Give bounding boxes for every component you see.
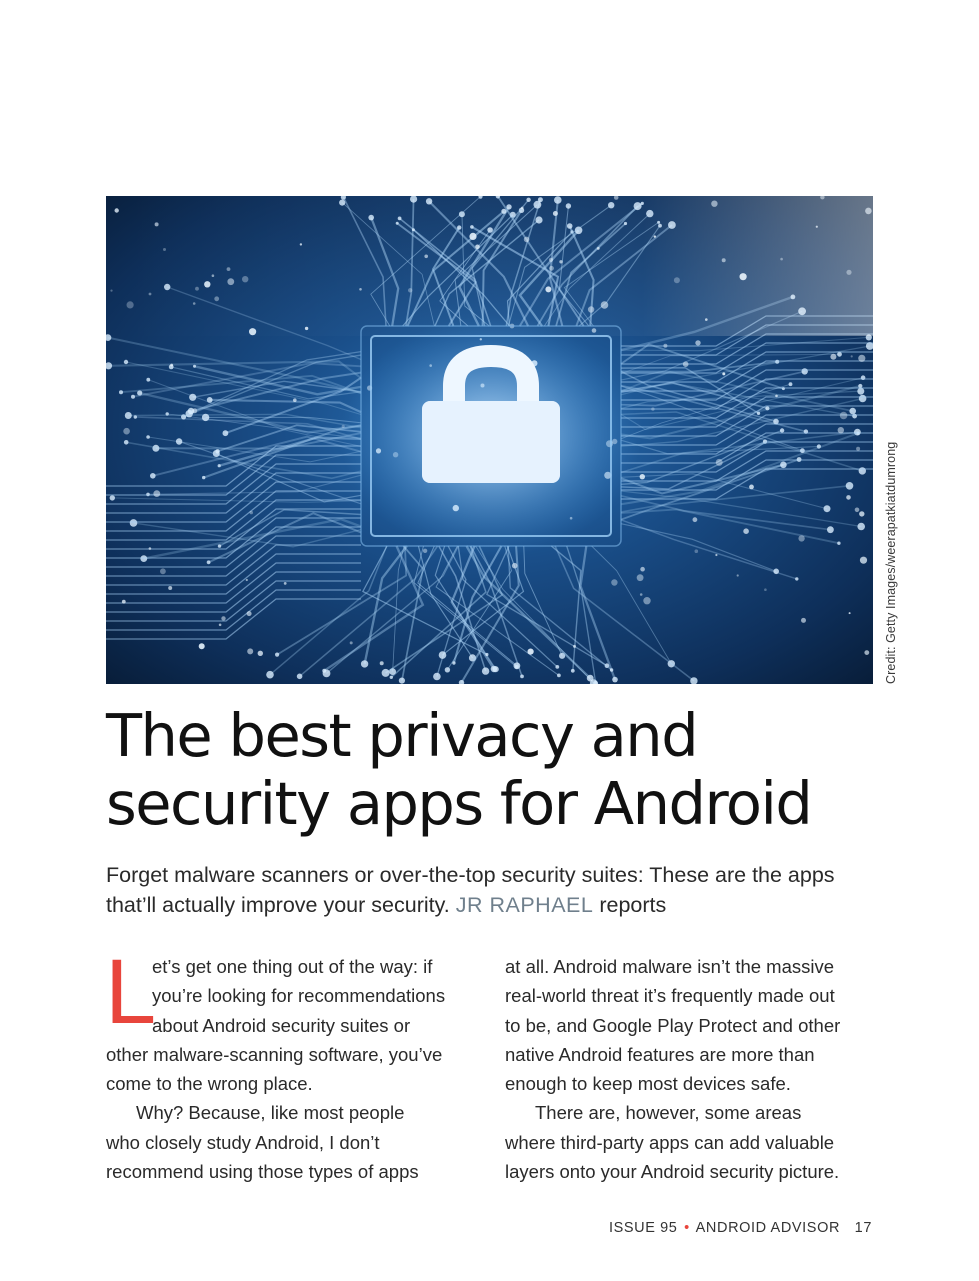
- circuit-pad: [795, 577, 798, 580]
- circuit-pad: [176, 438, 182, 444]
- circuit-pad: [640, 567, 645, 572]
- circuit-pad: [168, 586, 172, 590]
- magazine-name: ANDROID ADVISOR: [695, 1220, 841, 1236]
- body-line: at all. Android malware isn’t the massive: [505, 956, 835, 977]
- body-line: enough to keep most devices safe.: [505, 1073, 791, 1095]
- body-line: Why? Because, like most people: [136, 1102, 405, 1124]
- circuit-pad: [275, 653, 279, 657]
- title-line: security apps for Android: [106, 769, 812, 838]
- body-line: native Android features are more than: [505, 1043, 815, 1065]
- circuit-pad: [857, 523, 865, 531]
- circuit-pad: [640, 593, 643, 596]
- circuit-pad: [207, 397, 213, 403]
- circuit-pad: [266, 671, 274, 679]
- circuit-pad: [124, 440, 129, 445]
- circuit-pad: [189, 394, 196, 401]
- circuit-pad: [722, 372, 725, 375]
- circuit-pad: [153, 490, 160, 497]
- circuit-pad: [528, 649, 534, 655]
- circuit-pad: [110, 495, 115, 500]
- circuit-pad: [765, 406, 769, 410]
- circuit-pad: [250, 511, 253, 514]
- body-paragraph: [105, 941, 478, 1098]
- circuit-pad: [247, 648, 253, 654]
- circuit-pad: [801, 618, 806, 623]
- body-paragraph: [505, 1098, 885, 1186]
- circuit-pad: [802, 368, 808, 374]
- circuit-pad: [840, 412, 848, 420]
- circuit-board-lock-illustration: [106, 196, 873, 684]
- circuit-pad: [119, 390, 123, 394]
- circuit-pad: [695, 340, 700, 345]
- circuit-pad: [780, 462, 787, 469]
- circuit-pad: [827, 526, 834, 533]
- circuit-pad: [612, 677, 618, 683]
- page-number: 17: [854, 1220, 872, 1236]
- body-line: who closely study Android, I don’t: [106, 1131, 380, 1153]
- circuit-pad: [122, 600, 126, 604]
- article-title: [106, 702, 906, 838]
- circuit-pad: [390, 676, 393, 679]
- circuit-pad: [207, 560, 211, 564]
- body-line: to be, and Google Play Protect and other: [505, 1014, 841, 1036]
- circuit-pad: [858, 355, 865, 362]
- circuit-pad: [610, 668, 613, 671]
- circuit-pad: [637, 574, 644, 581]
- circuit-pad: [130, 519, 138, 527]
- page-footer: [609, 1220, 872, 1236]
- circuit-pad: [571, 669, 575, 673]
- circuit-pad: [297, 674, 303, 680]
- byline-suffix: reports: [599, 893, 667, 917]
- circuit-pad: [716, 459, 723, 466]
- circuit-pad: [146, 378, 150, 382]
- circuit-pad: [857, 388, 864, 395]
- circuit-pad: [849, 408, 856, 415]
- body-line: where third-party apps can add valuable: [505, 1131, 835, 1153]
- circuit-pad: [202, 476, 205, 479]
- circuit-pad: [737, 574, 739, 576]
- circuit-pad: [611, 579, 617, 585]
- circuit-pad: [380, 661, 384, 665]
- circuit-pad: [764, 588, 767, 591]
- circuit-pad: [743, 528, 749, 534]
- body-line: et’s get one thing out of the way: if: [152, 956, 433, 977]
- circuit-pad: [573, 645, 576, 648]
- circuit-pad: [780, 428, 784, 432]
- circuit-pad: [246, 579, 248, 581]
- footer-bullet: •: [684, 1220, 690, 1236]
- circuit-pad: [855, 508, 860, 513]
- circuit-pad: [851, 355, 853, 357]
- circuit-pad: [433, 673, 441, 681]
- issue-number: ISSUE 95: [609, 1220, 678, 1236]
- circuit-pad: [125, 412, 132, 419]
- circuit-pad: [149, 547, 152, 550]
- drop-cap: L: [105, 941, 157, 1043]
- circuit-pad: [218, 464, 221, 467]
- circuit-pad: [859, 511, 864, 516]
- circuit-pad: [192, 408, 197, 413]
- circuit-pad: [202, 414, 209, 421]
- body-line: There are, however, some areas: [535, 1102, 802, 1124]
- byline-author: JR RAPHAEL: [455, 893, 594, 917]
- circuit-pad: [293, 398, 297, 402]
- circuit-pad: [160, 568, 166, 574]
- circuit-pad: [124, 360, 128, 364]
- circuit-pad: [849, 612, 851, 614]
- circuit-pad: [683, 361, 689, 367]
- standfirst: [106, 860, 886, 920]
- circuit-pad: [445, 667, 450, 672]
- circuit-pad: [838, 427, 844, 433]
- circuit-pad: [837, 542, 840, 545]
- circuit-pad: [695, 549, 699, 553]
- circuit-pad: [131, 395, 135, 399]
- circuit-pad: [258, 651, 263, 656]
- circuit-pad: [219, 624, 222, 627]
- body-line: real-world threat it’s frequently made out: [505, 985, 835, 1007]
- circuit-pad: [860, 557, 867, 564]
- body-column-1: [105, 941, 478, 1186]
- circuit-pad: [247, 611, 252, 616]
- circuit-pad: [146, 435, 150, 439]
- circuit-pad: [361, 660, 368, 667]
- standfirst-text: Forget malware scanners or over-the-top security suites: These are the apps that’ll actually improve your security.: [106, 863, 835, 917]
- circuit-pad: [555, 665, 559, 669]
- circuit-pad: [775, 395, 778, 398]
- body-line: recommend using those types of apps: [106, 1161, 419, 1183]
- body-line: other malware-scanning software, you’ve: [106, 1043, 443, 1065]
- circuit-pad: [423, 549, 427, 553]
- circuit-pad: [859, 395, 867, 403]
- circuit-pad: [123, 428, 130, 435]
- body-line: about Android security suites or: [152, 1014, 411, 1036]
- circuit-pad: [399, 678, 405, 684]
- circuit-pad: [587, 675, 594, 682]
- circuit-pad: [824, 505, 831, 512]
- body-line: you’re looking for recommendations: [152, 985, 446, 1007]
- circuit-pad: [284, 582, 287, 585]
- body-paragraph: [106, 1098, 478, 1186]
- circuit-pad: [749, 485, 754, 490]
- circuit-pad: [323, 670, 331, 678]
- circuit-pad: [350, 641, 353, 644]
- body-column-2: [505, 952, 885, 1186]
- circuit-pad: [199, 643, 205, 649]
- title-line: The best privacy and: [106, 701, 698, 770]
- circuit-pad: [830, 354, 836, 360]
- circuit-pad: [170, 364, 173, 367]
- circuit-pad: [640, 474, 645, 479]
- circuit-pad: [643, 597, 650, 604]
- circuit-pad: [218, 544, 221, 547]
- circuit-pad: [715, 554, 717, 556]
- circuit-pad: [223, 430, 229, 436]
- circuit-pad: [846, 482, 854, 490]
- circuit-pad: [557, 674, 561, 678]
- circuit-pad: [512, 563, 518, 569]
- circuit-pad: [485, 653, 488, 656]
- circuit-pad: [493, 666, 499, 672]
- circuit-pad: [651, 407, 654, 410]
- circuit-pad: [520, 675, 524, 679]
- circuit-pad: [693, 517, 698, 522]
- body-line: layers onto your Android security picture.: [505, 1161, 840, 1183]
- body-paragraph: [505, 952, 885, 1098]
- circuit-pad: [382, 669, 390, 677]
- circuit-pad: [798, 535, 804, 541]
- circuit-pad: [514, 662, 521, 669]
- circuit-pad: [663, 344, 667, 348]
- circuit-pad: [856, 447, 860, 451]
- circuit-pad: [773, 569, 779, 575]
- hero-image: [106, 196, 873, 684]
- circuit-pad: [846, 495, 851, 500]
- circuit-pad: [864, 650, 869, 655]
- circuit-pad: [859, 467, 866, 474]
- circuit-pad: [221, 616, 225, 620]
- circuit-pad: [439, 651, 447, 659]
- circuit-pad: [193, 365, 196, 368]
- circuit-pad: [482, 667, 489, 674]
- image-credit: Credit: Getty Images/weerapatkiatdumrong: [884, 441, 898, 684]
- circuit-pad: [150, 473, 156, 479]
- circuit-pad: [789, 382, 793, 386]
- body-line: come to the wrong place.: [106, 1073, 313, 1095]
